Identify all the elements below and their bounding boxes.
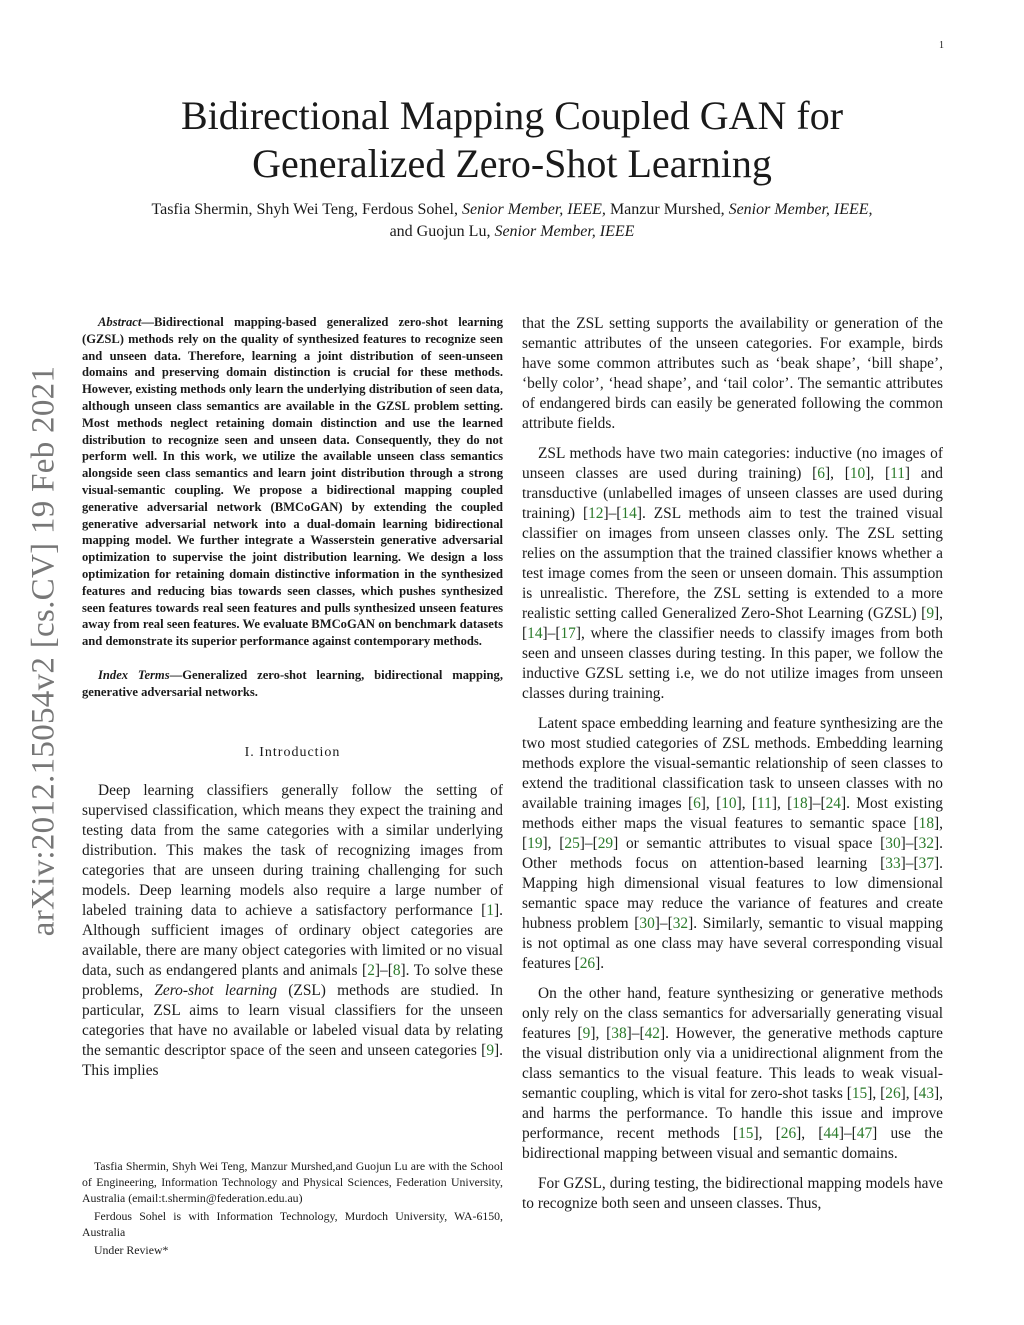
citation-link[interactable]: 10 xyxy=(721,795,737,812)
footnote-sohel: Ferdous Sohel is with Information Technology, Murdoch University, WA-6150, Australia xyxy=(82,1209,503,1239)
citation-link[interactable]: 25 xyxy=(564,835,580,852)
citation-link[interactable]: 38 xyxy=(611,1025,627,1042)
author-role-a: Senior Member, IEEE, xyxy=(461,201,606,218)
citation-link[interactable]: 15 xyxy=(851,1085,868,1102)
abstract-label: Abstract xyxy=(98,315,142,329)
index-terms xyxy=(82,667,503,701)
author-names-c: and Guojun Lu, xyxy=(389,223,495,240)
citation-link[interactable]: 44 xyxy=(823,1125,839,1142)
citation-link[interactable]: 24 xyxy=(825,795,841,812)
citation-link[interactable]: 11 xyxy=(890,465,905,482)
citation-link[interactable]: 18 xyxy=(918,815,935,832)
citation-link[interactable]: 1 xyxy=(486,901,495,919)
intro-paragraph-6: For GZSL, during testing, the bidirectional mapping models have to recognize both seen and unseen classes. Thus, xyxy=(522,1175,943,1212)
intro-paragraph-1: Deep learning classifiers generally follow the setting of supervised classification, which means they expect the training and testing data from the same categories with a similar underlying distribution. This makes the task of recognizing images from categories that are unseen during training challenging for such models. Deep learning models also require a large number of labeled training data to achieve a satisfactory performance [1]. Although sufficient images of ordinary object categories are available, there are many object categories with limited or no visual data, such as endangered plants and animals [2]–[8]. To solve these problems, Zero-shot learning (ZSL) methods are studied. In particular, ZSL aims to learn visual classifiers for the unseen categories that have no available or labeled visual data by relating the semantic descriptor space of the seen and unseen categories [9]. This implies xyxy=(82,781,503,1079)
footnotes xyxy=(82,1158,503,1258)
abstract-text: —Bidirectional mapping-based generalized zero-shot learning (GZSL) methods rely on the quality of synthesized features to recognize seen and unseen data. Therefore, learning a joint distribution of seen-unseen domains and preserving domain distinction is crucial for these methods. However, existing methods only learn the underlying distribution of seen data, although unseen class semantics are available in the GZSL problem setting. Most methods neglect retaining domain distinction and use the learned distribution to recognize seen and unseen data. Consequently, they do not perform well. In this work, we utilize the available unseen class semantics alongside seen class semantics and learn joint distribution through a strong visual-semantic coupling. We propose a bidirectional mapping coupled generative adversarial network (BMCoGAN) by extending the coupled generative adversarial network into a dual-domain learning bidirectional mapping model. We further integrate a Wasserstein generative adversarial optimization to supervise the joint distribution learning. We design a loss optimization for retaining domain distinctive information in the synthesized features and reducing bias towards seen classes, which pushes synthesized seen features towards real seen features and pulls synthesized unseen features away from real seen features. We evaluate BMCoGAN on benchmark datasets and demonstrate its superior performance against contemporary methods. xyxy=(82,315,503,649)
citation-link[interactable]: 19 xyxy=(527,835,543,852)
citation-link[interactable]: 15 xyxy=(738,1125,754,1142)
intro-paragraph-2: that the ZSL setting supports the availability or generation of the semantic attributes of the unseen categories. For example, birds have some common attributes such as ‘beak shape’, ‘bill shape’, ‘belly color’, ‘head shape’, and ‘tail color’. The semantic attributes of endangered birds can easily be generated following the common attribute fields. xyxy=(522,315,943,432)
citation-link[interactable]: 17 xyxy=(560,625,576,642)
citation-link[interactable]: 14 xyxy=(621,505,637,522)
citation-link[interactable]: 18 xyxy=(792,795,808,812)
paper-title: Bidirectional Mapping Coupled GAN for Generalized Zero-Shot Learning xyxy=(180,93,844,186)
citation-link[interactable]: 10 xyxy=(849,465,866,482)
zsl-term: Zero-shot learning xyxy=(154,981,278,999)
intro-paragraph-4: Latent space embedding learning and feature synthesizing are the two most studied categories of ZSL methods. Embedding learning methods explore the visual-semantic relationship of seen classes to extend the traditional classification task to unseen classes with no available training images [6], [10], [11], [18]–[24]. Most existing methods either maps the visual features to semantic space [18], [19], [25]–[29] or semantic attributes to visual space [30]–[32]. Other methods focus on attention-based learning [33]–[37]. Mapping high dimensional visual features to low dimensional semantic space may reduce the variance of features and create hubness problem [30]–[32]. Similarly, semantic to visual mapping is not optimal as one class may have several corresponding visual features [26]. xyxy=(522,715,943,972)
citation-link[interactable]: 6 xyxy=(817,465,825,482)
author-line-1 xyxy=(82,199,942,221)
citation-link[interactable]: 26 xyxy=(885,1085,901,1102)
arxiv-identifier-text: arXiv:2012.15054v2 [cs.CV] 19 Feb 2021 xyxy=(25,365,62,937)
citation-link[interactable]: 6 xyxy=(693,795,701,812)
intro-paragraph-3: ZSL methods have two main categories: inductive (no images of unseen classes are used during training) [6], [10], [11] and transductive (unlabelled images of unseen classes are used during training) [12]–[14]. ZSL methods aim to test the trained visual classifier on images from unseen classes only. The ZSL setting relies on the assumption that the trained classifier knows whether a test image comes from the seen or unseen domain. This assumption is unrealistic. Therefore, the ZSL setting is extended to a more realistic setting called Generalized Zero-Shot Learning (GZSL) [9], [14]–[17], where the classifier needs to classify images from both seen and unseen classes during testing. In this paper, we follow the inductive GZSL setting i.e, we do not utilize images from unseen classes during training. xyxy=(522,445,944,702)
footnote-review-status: Under Review* xyxy=(94,1243,169,1257)
abstract xyxy=(82,314,503,650)
arxiv-identifier xyxy=(26,356,62,946)
author-line-2 xyxy=(82,221,942,243)
citation-link[interactable]: 11 xyxy=(757,795,772,812)
citation-link[interactable]: 43 xyxy=(918,1085,935,1102)
citation-link[interactable]: 30 xyxy=(639,915,655,932)
citation-link[interactable]: 14 xyxy=(527,625,543,642)
footnote-affiliation: Tasfia Shermin, Shyh Wei Teng, Manzur Murshed,and Guojun Lu are with the School of Engineering, Information Technology and Physical Sciences, Federation University, Australia (email:t.shermin@federation.edu.au) xyxy=(82,1159,503,1205)
left-column xyxy=(82,314,503,1081)
author-names-b: Manzur Murshed, xyxy=(605,201,729,218)
citation-link[interactable]: 8 xyxy=(392,961,401,979)
citation-link[interactable]: 2 xyxy=(367,961,375,979)
right-column xyxy=(522,314,943,1214)
author-role-c: Senior Member, IEEE xyxy=(494,223,635,240)
citation-link[interactable]: 26 xyxy=(780,1125,797,1142)
citation-link[interactable]: 42 xyxy=(644,1025,660,1042)
citation-link[interactable]: 9 xyxy=(582,1025,591,1042)
author-list xyxy=(82,199,942,243)
intro-paragraph-5: On the other hand, feature synthesizing or generative methods only rely on the class semantics for adversarially generating visual features [9], [38]–[42]. However, the generative methods capture the visual distribution only via a unidirectional alignment from the class semantics to the visual feature. This leads to weak visual-semantic coupling, which is vital for zero-shot tasks [15], [26], [43], and harms the performance. To handle this issue and improve performance, recent methods [15], [26], [44]–[47] use the bidirectional mapping between visual and semantic domains. xyxy=(522,985,944,1162)
citation-link[interactable]: 29 xyxy=(597,835,614,852)
citation-link[interactable]: 12 xyxy=(588,505,604,522)
citation-link[interactable]: 9 xyxy=(486,1041,495,1059)
citation-link[interactable]: 32 xyxy=(918,835,935,852)
citation-link[interactable]: 32 xyxy=(672,915,689,932)
citation-link[interactable]: 47 xyxy=(856,1125,873,1142)
index-terms-text: —Generalized zero-shot learning, bidirectional mapping, generative adversarial networks. xyxy=(82,667,503,699)
page-number: 1 xyxy=(939,40,944,51)
author-names-a: Tasfia Shermin, Shyh Wei Teng, Ferdous Sohel, xyxy=(151,201,462,218)
author-role-b: Senior Member, IEEE, xyxy=(728,201,873,218)
index-terms-label: Index Terms xyxy=(98,667,170,682)
citation-link[interactable]: 26 xyxy=(579,955,596,972)
section-heading: I. Introduction xyxy=(244,744,341,760)
citation-link[interactable]: 37 xyxy=(918,855,935,872)
citation-link[interactable]: 33 xyxy=(885,855,901,872)
citation-link[interactable]: 9 xyxy=(926,605,935,622)
citation-link[interactable]: 30 xyxy=(885,835,901,852)
